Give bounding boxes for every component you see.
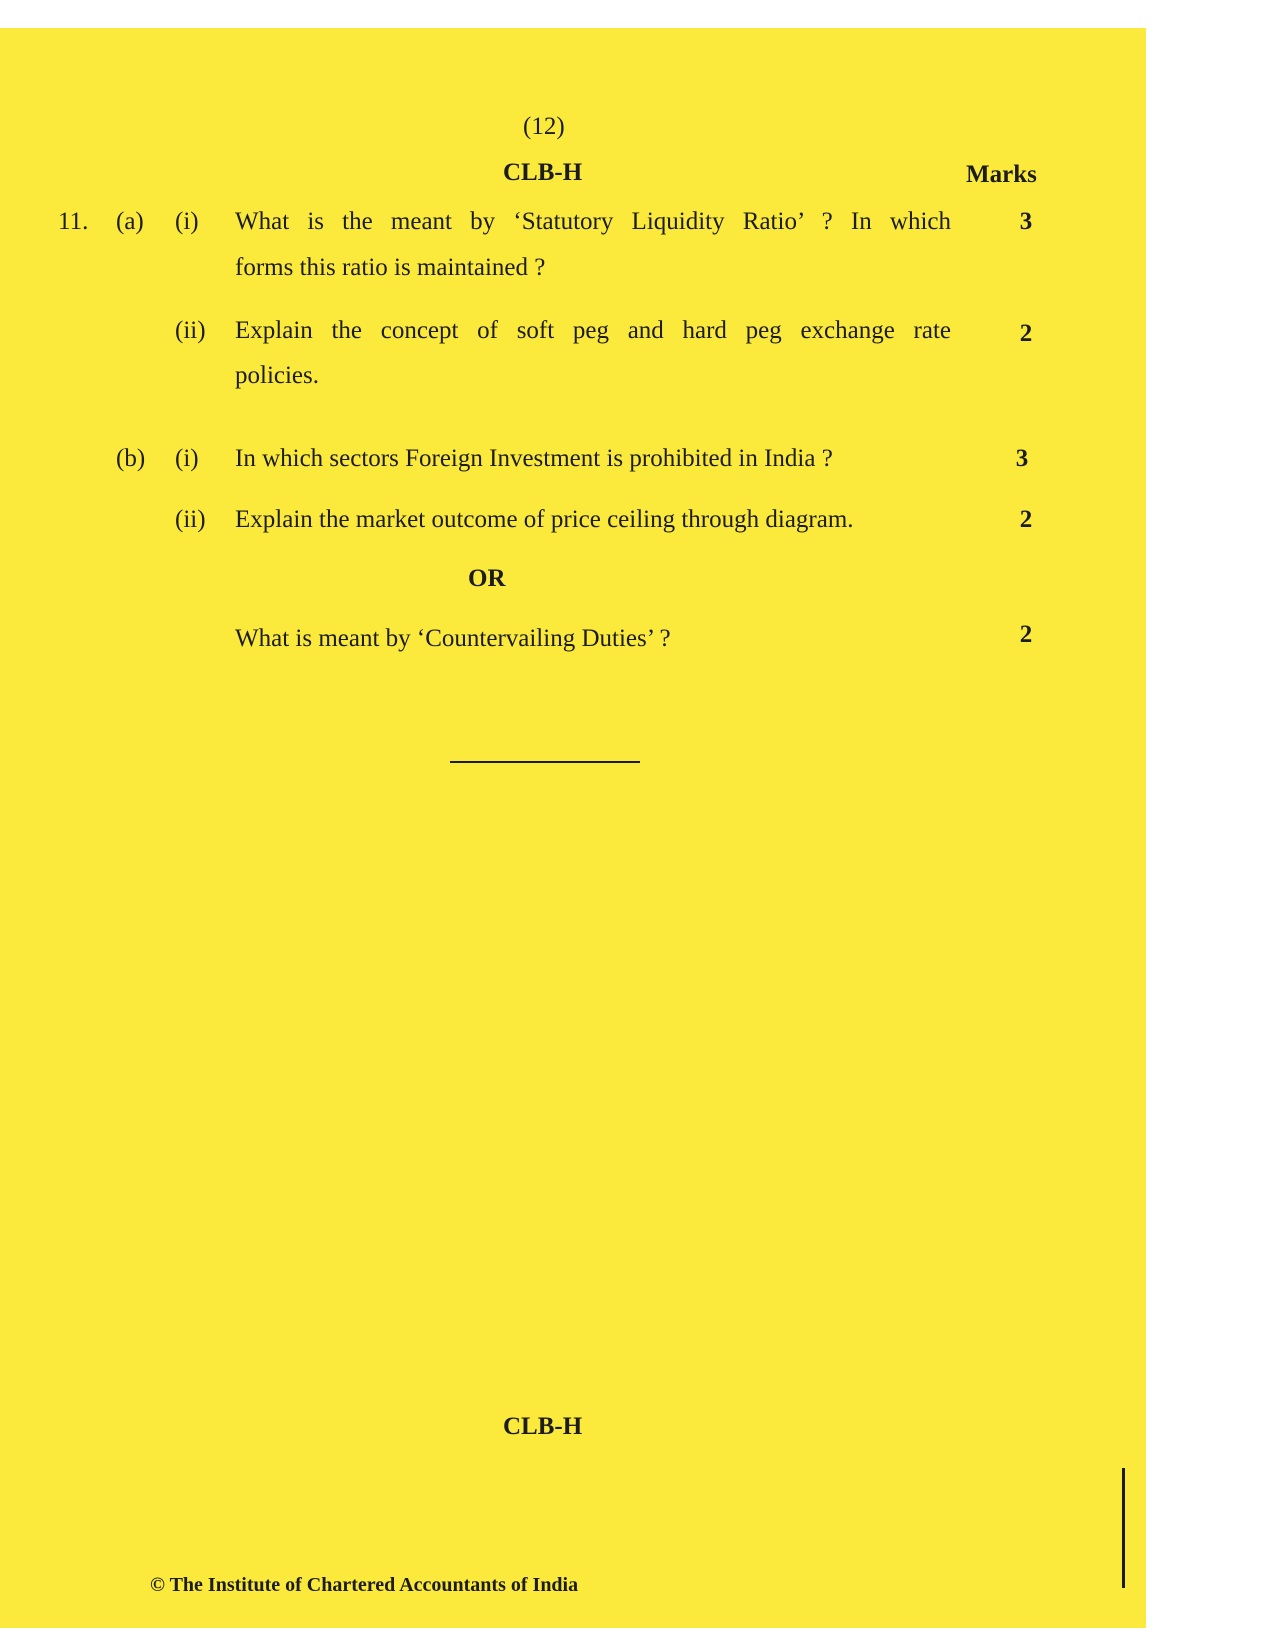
part-a-ii-text-line2: policies.: [235, 362, 320, 389]
part-a-ii-label: (ii): [175, 317, 206, 344]
part-b-i-marks: 3: [1015, 445, 1029, 472]
marks-column-heading: Marks: [966, 161, 1037, 188]
copyright-notice: © The Institute of Chartered Accountants of India: [150, 1574, 579, 1596]
or-separator: OR: [468, 565, 506, 592]
paper-code-header: CLB-H: [503, 159, 583, 186]
margin-bar: [1122, 1468, 1125, 1588]
part-b-label: (b): [116, 445, 146, 472]
part-a-i-label: (i): [175, 208, 199, 235]
part-a-ii-marks: 2: [1019, 320, 1033, 347]
part-b-ii-label: (ii): [175, 506, 206, 533]
part-a-i-text-line1: What is the meant by ‘Statutory Liquidity Ratio’ ? In which: [235, 208, 951, 235]
page-number: (12): [523, 113, 565, 140]
part-a-i-marks: 3: [1019, 208, 1033, 235]
question-number: 11.: [58, 208, 89, 235]
part-a-i-text-line2: forms this ratio is maintained ?: [235, 254, 546, 281]
part-b-i-label: (i): [175, 445, 199, 472]
part-a-ii-text-line1: Explain the concept of soft peg and hard peg exchange rate: [235, 317, 951, 344]
part-b-alt-text: What is meant by ‘Countervailing Duties’ ?: [235, 625, 671, 652]
end-of-questions-rule: [450, 761, 640, 763]
part-a-label: (a): [116, 208, 144, 235]
part-b-alt-marks: 2: [1019, 621, 1033, 648]
paper-code-footer: CLB-H: [503, 1413, 583, 1440]
part-b-i-text: In which sectors Foreign Investment is prohibited in India ?: [235, 445, 833, 472]
part-b-ii-marks: 2: [1019, 506, 1033, 533]
part-b-ii-text: Explain the market outcome of price ceiling through diagram.: [235, 506, 854, 533]
exam-page: [0, 28, 1146, 1628]
